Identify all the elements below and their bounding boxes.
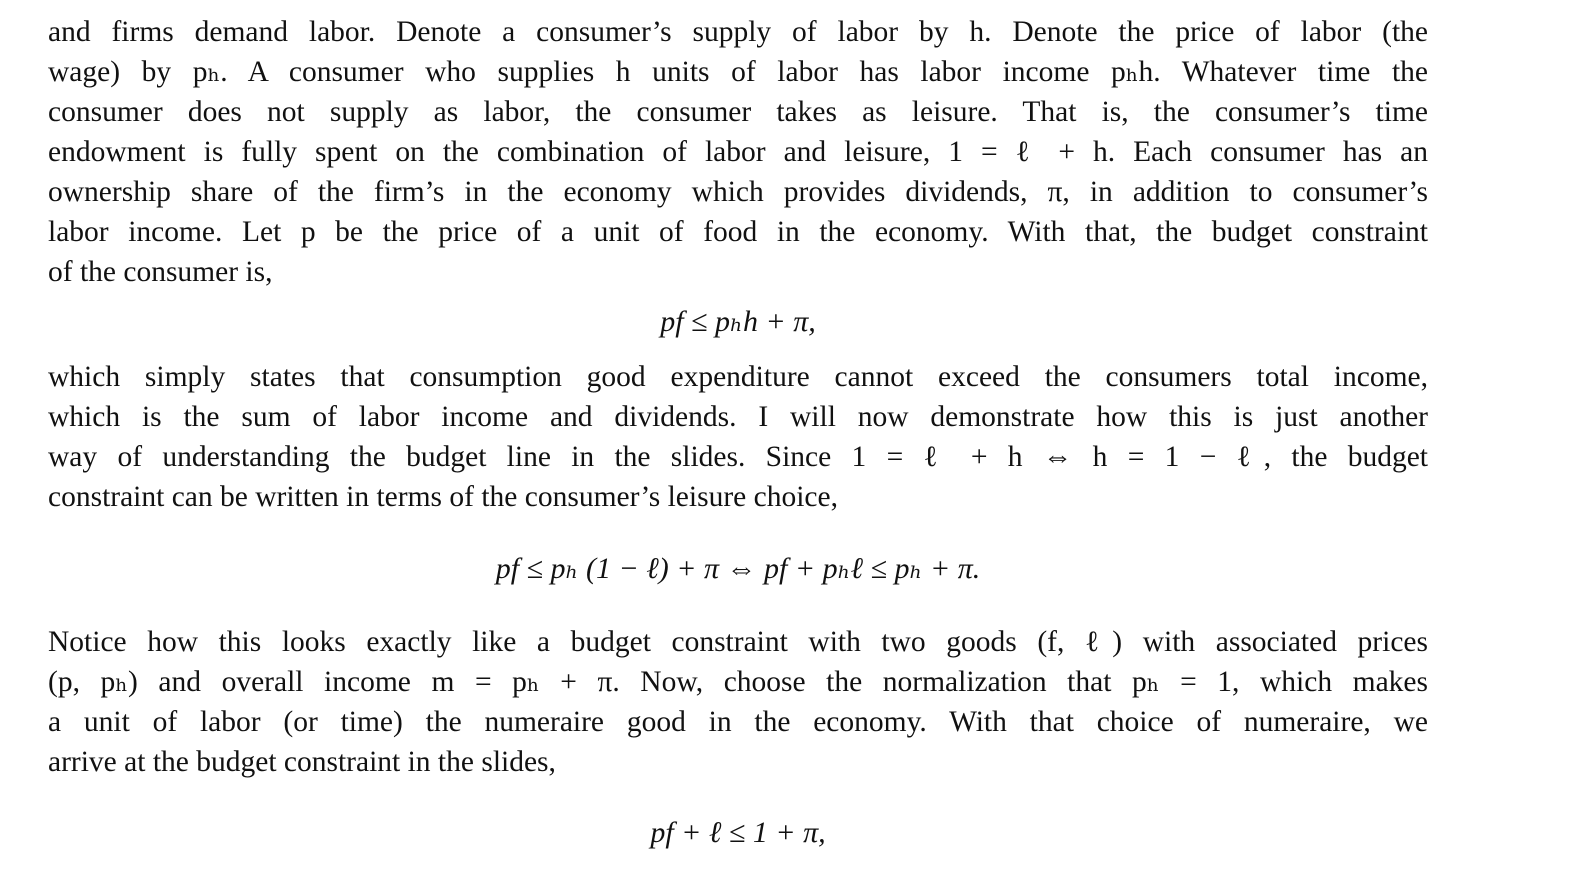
text-line: a unit of labor (or time) the numeraire good in the economy. With that choice of numeraire, we: [48, 706, 1428, 738]
text-line: labor income. Let p be the price of a unit of food in the economy. With that, the budget constraint: [48, 216, 1428, 248]
text-line: constraint can be written in terms of the consumer’s leisure choice,: [48, 481, 838, 513]
paragraph-normalization: [48, 622, 1428, 782]
text-line: Notice how this looks exactly like a budget constraint with two goods (f, ℓ) with associated prices: [48, 626, 1428, 658]
equation-leisure-form: pf ≤ pₕ (1 − ℓ) + π ⇔ pf + pₕℓ ≤ pₕ + π.: [495, 552, 981, 585]
equation-budget-constraint: pf ≤ pₕh + π,: [660, 305, 816, 338]
text-line: ownership share of the firm’s in the economy which provides dividends, π, in addition to consumer’s: [48, 176, 1428, 208]
text-line: which is the sum of labor income and dividends. I will now demonstrate how this is just another: [48, 401, 1428, 433]
paragraph-labor-supply: [48, 12, 1428, 292]
text-line: which simply states that consumption good expenditure cannot exceed the consumers total income,: [48, 361, 1428, 393]
equation-normalized-budget: pf + ℓ ≤ 1 + π,: [650, 816, 826, 849]
paragraph-budget-explanation: [48, 357, 1428, 517]
document-page: [48, 12, 1428, 850]
text-line: and firms demand labor. Denote a consumer’s supply of labor by h. Denote the price of labor (the: [48, 16, 1428, 48]
text-line: consumer does not supply as labor, the consumer takes as leisure. That is, the consumer’s time: [48, 96, 1428, 128]
text-line: of the consumer is,: [48, 256, 273, 288]
text-line: wage) by pₕ. A consumer who supplies h units of labor has labor income pₕh. Whatever time the: [48, 56, 1428, 88]
text-line: arrive at the budget constraint in the slides,: [48, 746, 556, 778]
text-line: (p, pₕ) and overall income m = pₕ + π. Now, choose the normalization that pₕ = 1, which makes: [48, 666, 1428, 698]
text-line: way of understanding the budget line in the slides. Since 1 = ℓ + h ⇔ h = 1 − ℓ, the budget: [48, 441, 1428, 473]
text-line: endowment is fully spent on the combination of labor and leisure, 1 = ℓ + h. Each consumer has an: [48, 136, 1428, 168]
